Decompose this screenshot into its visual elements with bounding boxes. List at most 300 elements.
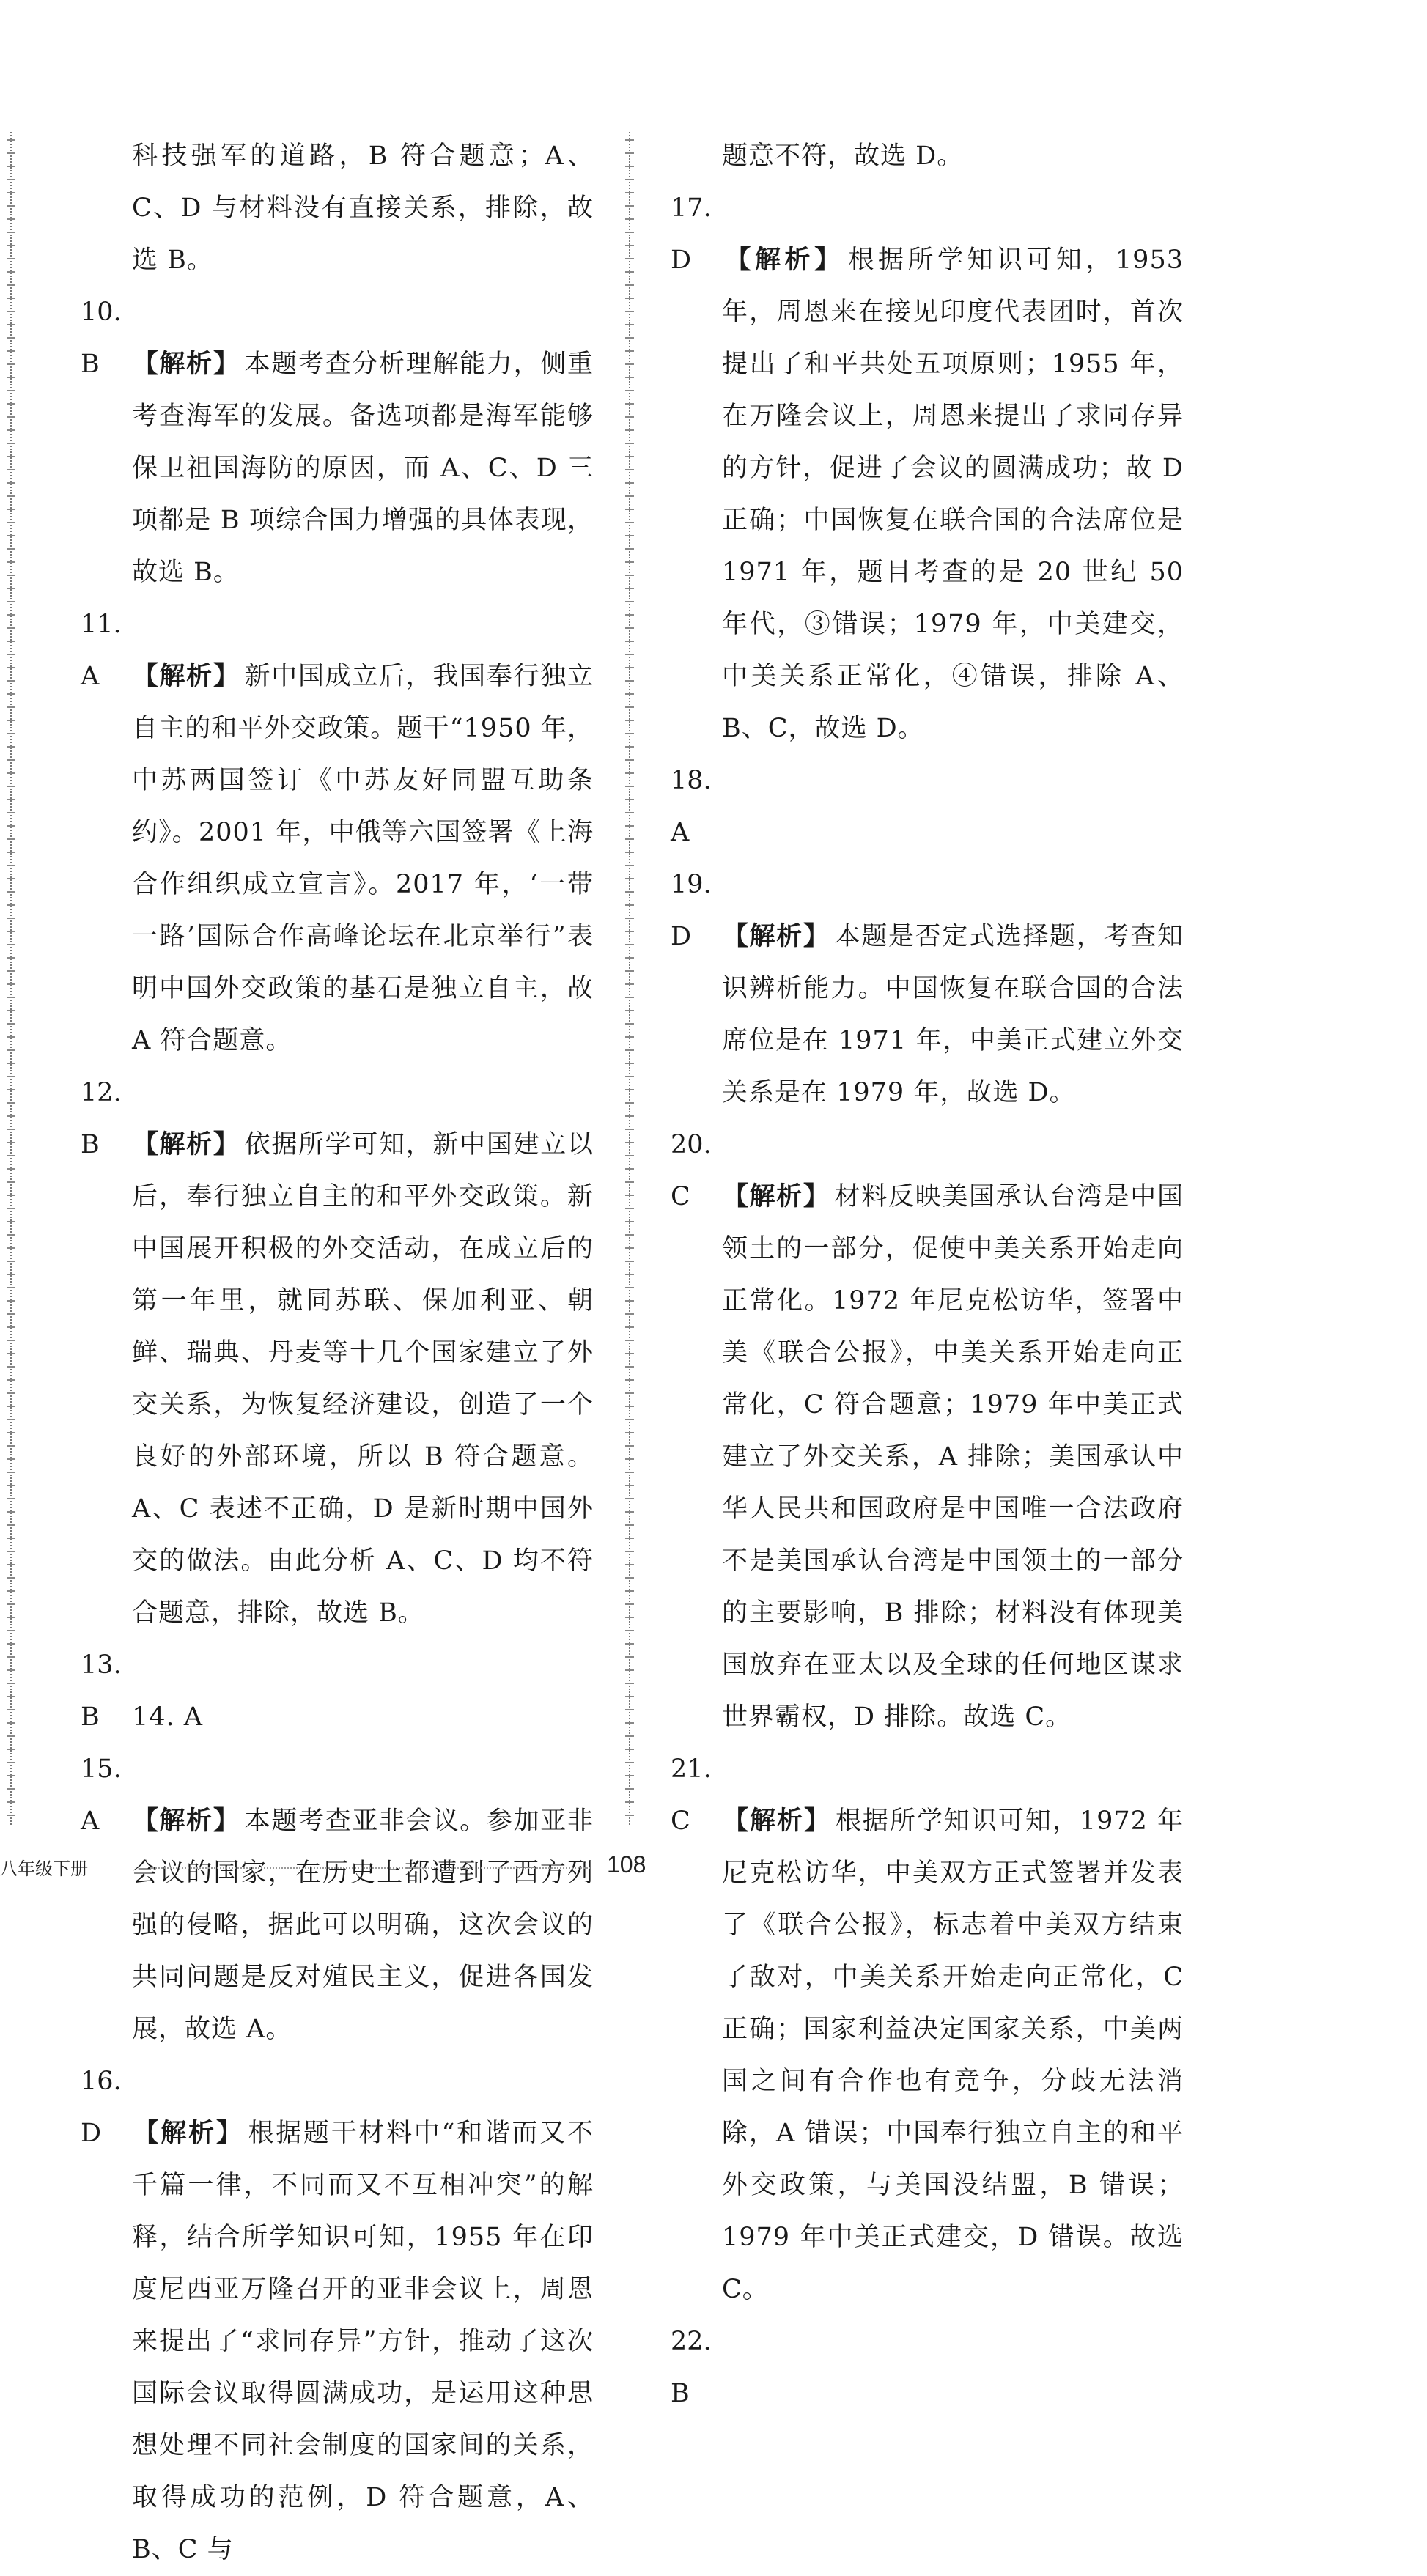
rule-tick bbox=[7, 1775, 15, 1776]
rule-tick bbox=[625, 1406, 634, 1407]
answer-text: 根据所学知识可知，1953 年，周恩来在接见印度代表团时，首次提出了和平共处五项原则；1955 年，在万隆会议上，周恩来提出了求同存异的方针，促进了会议的圆满成功；故 D 正确；中国恢复在联合国的合法席位是 1971 年，题目考查的是 20 世纪 50 年代，③错误；1979 年，中美建交，中美关系正常化，④错误，排除 A、B、C，故选 D。 bbox=[722, 246, 1184, 743]
rule-tick bbox=[7, 1564, 15, 1565]
rule-tick bbox=[7, 1142, 15, 1143]
rule-tick bbox=[625, 838, 634, 840]
rule-tick bbox=[7, 1129, 15, 1130]
rule-tick bbox=[625, 1669, 634, 1671]
book-label: 八年级下册 bbox=[0, 1859, 88, 1879]
rule-tick bbox=[7, 1445, 15, 1447]
rule-tick bbox=[625, 1801, 634, 1803]
analysis-tag: 【解析】 bbox=[722, 1806, 831, 1836]
analysis-tag: 【解析】 bbox=[132, 1130, 240, 1159]
rule-tick bbox=[625, 1603, 634, 1605]
answer-item bbox=[81, 1743, 594, 2056]
rule-tick bbox=[625, 522, 634, 523]
rule-tick bbox=[7, 733, 15, 734]
footer-dotted-rule bbox=[150, 1867, 590, 1869]
answer-number: 16. D bbox=[81, 2067, 122, 2148]
rule-tick bbox=[625, 1247, 634, 1249]
rule-tick bbox=[7, 1669, 15, 1671]
rule-tick bbox=[625, 1419, 634, 1420]
rule-tick bbox=[7, 495, 15, 497]
rule-tick bbox=[625, 218, 634, 220]
rule-tick bbox=[625, 904, 634, 906]
rule-tick bbox=[625, 179, 634, 180]
analysis-tag: 【解析】 bbox=[132, 350, 240, 379]
rule-tick bbox=[625, 825, 634, 827]
rule-tick bbox=[7, 799, 15, 800]
answer-number: 19. D bbox=[671, 870, 712, 951]
rule-tick bbox=[7, 983, 15, 985]
answer-item bbox=[81, 599, 594, 1067]
answer-text: 题意不符，故选 D。 bbox=[722, 141, 964, 171]
rule-tick bbox=[625, 363, 634, 365]
rule-tick bbox=[625, 1142, 634, 1143]
rule-tick bbox=[625, 1274, 634, 1275]
rule-tick bbox=[7, 1551, 15, 1552]
rule-tick bbox=[7, 1722, 15, 1724]
rule-tick bbox=[625, 337, 634, 339]
rule-tick bbox=[7, 324, 15, 325]
rule-tick bbox=[7, 443, 15, 444]
rule-tick bbox=[625, 324, 634, 325]
rule-tick bbox=[625, 944, 634, 945]
rule-tick bbox=[7, 1195, 15, 1196]
rule-tick bbox=[7, 891, 15, 893]
rule-tick bbox=[625, 298, 634, 299]
rule-tick bbox=[7, 152, 15, 154]
rule-tick bbox=[7, 1010, 15, 1011]
answer-number: 10. B bbox=[81, 298, 122, 379]
rule-tick bbox=[625, 1630, 634, 1631]
rule-tick bbox=[625, 1208, 634, 1209]
rule-tick bbox=[7, 706, 15, 708]
rule-tick bbox=[7, 970, 15, 972]
rule-tick bbox=[625, 680, 634, 682]
rule-tick bbox=[625, 205, 634, 207]
rule-tick bbox=[7, 865, 15, 866]
rule-tick bbox=[625, 1326, 634, 1328]
rule-tick bbox=[7, 271, 15, 273]
rule-tick bbox=[7, 852, 15, 853]
rule-tick bbox=[625, 1643, 634, 1645]
rule-tick bbox=[625, 1023, 634, 1025]
rule-tick bbox=[7, 1538, 15, 1539]
answer-number: 20. C bbox=[671, 1130, 712, 1211]
rule-tick bbox=[7, 390, 15, 391]
rule-tick bbox=[7, 1696, 15, 1697]
rule-tick bbox=[7, 1076, 15, 1077]
rule-tick bbox=[7, 1221, 15, 1222]
rule-tick bbox=[7, 772, 15, 774]
rule-tick bbox=[7, 654, 15, 655]
rule-tick bbox=[625, 812, 634, 813]
rule-tick bbox=[625, 865, 634, 866]
analysis-tag: 【解析】 bbox=[132, 662, 240, 691]
rule-tick bbox=[7, 1735, 15, 1737]
rule-tick bbox=[7, 1234, 15, 1236]
rule-tick bbox=[7, 957, 15, 959]
rule-tick bbox=[625, 1709, 634, 1710]
rule-tick bbox=[7, 482, 15, 484]
answer-number: 11. A bbox=[81, 610, 122, 691]
rule-tick bbox=[625, 258, 634, 259]
rule-tick bbox=[7, 1181, 15, 1183]
rule-tick bbox=[625, 377, 634, 378]
rule-tick bbox=[625, 1762, 634, 1763]
answer-item bbox=[81, 130, 594, 287]
rule-tick bbox=[7, 509, 15, 510]
rule-tick bbox=[7, 1247, 15, 1249]
rule-tick bbox=[7, 1709, 15, 1710]
rule-tick bbox=[625, 284, 634, 286]
rule-tick bbox=[7, 1406, 15, 1407]
rule-tick bbox=[625, 1564, 634, 1565]
center-rule bbox=[629, 132, 630, 1825]
rule-tick bbox=[625, 1656, 634, 1658]
rule-tick bbox=[7, 1102, 15, 1104]
rule-tick bbox=[7, 1419, 15, 1420]
answer-number: 12. B bbox=[81, 1078, 122, 1159]
rule-tick bbox=[7, 1300, 15, 1302]
answer-number: 15. A bbox=[81, 1754, 122, 1836]
rule-tick bbox=[7, 1340, 15, 1341]
answer-text: 材料反映美国承认台湾是中国领土的一部分，促使中美关系开始走向正常化。1972 年尼克松访华，签署中美《联合公报》，中美关系开始走向正常化，C 符合题意；1979 年中美正式建立了外交关系，A 排除；美国承认中华人民共和国政府是中国唯一合法政府不是美国承认台湾是中国领土的一部分的主要影响，B 排除；材料没有体现美国放弃在亚太以及全球的任何地区谋求世界霸权，D 排除。故选 C。 bbox=[722, 1182, 1184, 1732]
rule-tick bbox=[7, 1023, 15, 1025]
rule-tick bbox=[7, 588, 15, 589]
rule-tick bbox=[7, 1458, 15, 1460]
rule-tick bbox=[625, 1617, 634, 1618]
rule-tick bbox=[625, 1063, 634, 1064]
rule-tick bbox=[7, 931, 15, 932]
rule-tick bbox=[7, 311, 15, 312]
answer-item bbox=[671, 182, 1184, 755]
rule-tick bbox=[625, 495, 634, 497]
rule-tick bbox=[7, 535, 15, 536]
rule-tick bbox=[7, 1287, 15, 1288]
rule-tick bbox=[625, 350, 634, 352]
rule-tick bbox=[7, 1392, 15, 1394]
rule-tick bbox=[625, 1181, 634, 1183]
rule-tick bbox=[625, 1432, 634, 1433]
rule-tick bbox=[7, 746, 15, 748]
answer-item bbox=[671, 1119, 1184, 1743]
rule-tick bbox=[7, 1089, 15, 1090]
answer-item bbox=[671, 130, 1184, 182]
rule-tick bbox=[625, 641, 634, 642]
rule-tick bbox=[625, 152, 634, 154]
rule-tick bbox=[7, 166, 15, 167]
rule-tick bbox=[7, 1788, 15, 1790]
rule-tick bbox=[7, 825, 15, 827]
answer-item bbox=[81, 1639, 594, 1743]
rule-tick bbox=[625, 759, 634, 761]
rule-tick bbox=[625, 1129, 634, 1130]
analysis-tag: 【解析】 bbox=[722, 922, 830, 951]
rule-tick bbox=[625, 1735, 634, 1737]
rule-tick bbox=[7, 1603, 15, 1605]
rule-tick bbox=[7, 641, 15, 642]
rule-tick bbox=[7, 429, 15, 431]
rule-tick bbox=[7, 1485, 15, 1486]
rule-tick bbox=[7, 548, 15, 550]
rule-tick bbox=[7, 1353, 15, 1354]
rule-tick bbox=[625, 1815, 634, 1816]
answer-text: 根据所学知识可知，1972 年尼克松访华，中美双方正式签署并发表了《联合公报》，标志着中美双方结束了敌对，中美关系开始走向正常化，C 正确；国家利益决定国家关系，中美两国之间有合作也有竞争，分歧无法消除，A 错误；中国奉行独立自主的和平外交政策，与美国没结盟，B 错误；1979 年中美正式建交，D 错误。故选 C。 bbox=[722, 1806, 1184, 2304]
rule-tick bbox=[625, 1577, 634, 1579]
rule-tick bbox=[625, 1458, 634, 1460]
rule-tick bbox=[625, 1195, 634, 1196]
rule-tick bbox=[625, 772, 634, 774]
rule-tick bbox=[625, 482, 634, 484]
rule-tick bbox=[625, 443, 634, 444]
answer-item bbox=[671, 1743, 1184, 2316]
rule-tick bbox=[7, 363, 15, 365]
rule-tick bbox=[7, 878, 15, 879]
answer-item bbox=[671, 755, 1184, 859]
rule-tick bbox=[625, 561, 634, 563]
rule-tick bbox=[7, 601, 15, 602]
rule-tick bbox=[7, 205, 15, 207]
rule-tick bbox=[7, 680, 15, 682]
rule-tick bbox=[7, 1168, 15, 1170]
page-footer bbox=[0, 1847, 1427, 1891]
answer-item bbox=[81, 2056, 594, 2576]
left-column bbox=[81, 130, 594, 2576]
answer-text: 依据所学可知，新中国建立以后，奉行独立自主的和平外交政策。新中国展开积极的外交活动，在成立后的第一年里，就同苏联、保加利亚、朝鲜、瑞典、丹麦等十几个国家建立了外交关系，为恢复经济建设，创造了一个良好的外部环境，所以 B 符合题意。A、C 表述不正确，D 是新时期中国外交的做法。由此分析 A、C、D 均不符合题意，排除，故选 B。 bbox=[132, 1130, 594, 1628]
rule-tick bbox=[625, 1168, 634, 1170]
rule-tick bbox=[7, 1511, 15, 1513]
rule-tick bbox=[625, 1379, 634, 1381]
rule-tick bbox=[625, 1089, 634, 1090]
rule-tick bbox=[7, 838, 15, 840]
rule-tick bbox=[625, 535, 634, 536]
rule-tick bbox=[625, 390, 634, 391]
rule-tick bbox=[625, 957, 634, 959]
rule-tick bbox=[7, 1049, 15, 1051]
rule-tick bbox=[625, 891, 634, 893]
answer-text: 本题考查分析理解能力，侧重考查海军的发展。备选项都是海军能够保卫祖国海防的原因，而 A、C、D 三项都是 B 项综合国力增强的具体表现，故选 B。 bbox=[132, 350, 594, 587]
rule-tick bbox=[625, 588, 634, 589]
rule-tick bbox=[625, 1261, 634, 1262]
rule-tick bbox=[7, 1432, 15, 1433]
rule-tick bbox=[625, 746, 634, 748]
rule-tick bbox=[625, 693, 634, 695]
rule-tick bbox=[625, 1221, 634, 1222]
rule-tick bbox=[7, 1313, 15, 1315]
rule-tick bbox=[7, 469, 15, 470]
rule-tick bbox=[625, 1313, 634, 1315]
rule-tick bbox=[7, 812, 15, 813]
rule-tick bbox=[7, 1366, 15, 1368]
rule-tick bbox=[7, 1036, 15, 1038]
answer-text: 14. A bbox=[132, 1702, 204, 1732]
rule-tick bbox=[625, 1340, 634, 1341]
rule-tick bbox=[625, 733, 634, 734]
rule-tick bbox=[7, 1577, 15, 1579]
rule-tick bbox=[625, 271, 634, 273]
rule-tick bbox=[625, 614, 634, 616]
rule-tick bbox=[7, 1379, 15, 1381]
rule-tick bbox=[7, 693, 15, 695]
rule-tick bbox=[625, 720, 634, 721]
rule-tick bbox=[7, 997, 15, 998]
rule-tick bbox=[7, 456, 15, 457]
answer-text: 新中国成立后，我国奉行独立自主的和平外交政策。题干“1950 年，中苏两国签订《中苏友好同盟互助条约》。2001 年，中俄等六国签署《上海合作组织成立宣言》。2017 年，‘一带一路’国际合作高峰论坛在北京举行”表明中国外交政策的基石是独立自主，故 A 符合题意。 bbox=[132, 662, 594, 1055]
answer-item bbox=[81, 287, 594, 599]
rule-tick bbox=[625, 1392, 634, 1394]
rule-tick bbox=[625, 654, 634, 655]
rule-tick bbox=[7, 350, 15, 352]
rule-tick bbox=[7, 561, 15, 563]
rule-tick bbox=[625, 1498, 634, 1499]
analysis-tag: 【解析】 bbox=[722, 246, 844, 275]
rule-tick bbox=[7, 337, 15, 339]
rule-tick bbox=[625, 1234, 634, 1236]
rule-tick bbox=[625, 852, 634, 853]
rule-tick bbox=[7, 1762, 15, 1763]
rule-tick bbox=[625, 931, 634, 932]
rule-tick bbox=[7, 1063, 15, 1064]
left-margin-rule bbox=[10, 132, 12, 1825]
rule-tick bbox=[7, 1683, 15, 1684]
rule-tick bbox=[7, 1656, 15, 1658]
rule-tick bbox=[625, 1300, 634, 1302]
rule-tick bbox=[625, 548, 634, 550]
rule-tick bbox=[625, 1102, 634, 1104]
rule-tick bbox=[625, 1722, 634, 1724]
answer-text: 科技强军的道路，B 符合题意；A、C、D 与材料没有直接关系，排除，故选 B。 bbox=[132, 141, 594, 275]
rule-tick bbox=[625, 1049, 634, 1051]
analysis-tag: 【解析】 bbox=[132, 1806, 240, 1836]
rule-tick bbox=[7, 179, 15, 180]
rule-tick bbox=[625, 1353, 634, 1354]
rule-tick bbox=[625, 509, 634, 510]
rule-tick bbox=[625, 1485, 634, 1486]
rule-tick bbox=[7, 416, 15, 418]
rule-tick bbox=[7, 1815, 15, 1816]
rule-tick bbox=[7, 403, 15, 405]
rule-tick bbox=[7, 1524, 15, 1526]
rule-tick bbox=[625, 192, 634, 193]
answer-number: 17. D bbox=[671, 193, 712, 275]
rule-tick bbox=[625, 601, 634, 602]
answer-number: 13. B bbox=[81, 1650, 122, 1732]
rule-tick bbox=[625, 799, 634, 800]
rule-tick bbox=[625, 918, 634, 919]
rule-tick bbox=[7, 1472, 15, 1473]
rule-tick bbox=[625, 878, 634, 879]
rule-tick bbox=[625, 429, 634, 431]
rule-tick bbox=[7, 139, 15, 141]
rule-tick bbox=[625, 706, 634, 708]
answer-item bbox=[81, 1067, 594, 1639]
rule-tick bbox=[7, 522, 15, 523]
rule-tick bbox=[625, 1696, 634, 1697]
rule-tick bbox=[625, 1445, 634, 1447]
answer-number: 22. B bbox=[671, 2327, 712, 2408]
rule-tick bbox=[625, 1472, 634, 1473]
rule-tick bbox=[625, 627, 634, 629]
rule-tick bbox=[7, 759, 15, 761]
rule-tick bbox=[7, 258, 15, 259]
rule-tick bbox=[7, 944, 15, 945]
rule-tick bbox=[625, 1115, 634, 1117]
rule-tick bbox=[625, 1775, 634, 1776]
answer-number: 21. C bbox=[671, 1754, 712, 1836]
rule-tick bbox=[625, 311, 634, 312]
rule-tick bbox=[625, 1538, 634, 1539]
rule-tick bbox=[625, 1155, 634, 1156]
rule-tick bbox=[625, 786, 634, 787]
rule-tick bbox=[625, 166, 634, 167]
rule-tick bbox=[625, 1076, 634, 1077]
rule-tick bbox=[7, 1617, 15, 1618]
answer-number: 18. A bbox=[671, 766, 712, 847]
rule-tick bbox=[7, 720, 15, 721]
rule-tick bbox=[7, 1749, 15, 1750]
rule-tick bbox=[625, 1749, 634, 1750]
rule-tick bbox=[625, 1551, 634, 1552]
rule-tick bbox=[625, 139, 634, 141]
rule-tick bbox=[625, 1010, 634, 1011]
analysis-tag: 【解析】 bbox=[722, 1182, 830, 1211]
page-number: 108 bbox=[607, 1851, 646, 1878]
rule-tick bbox=[7, 1208, 15, 1209]
rule-tick bbox=[7, 904, 15, 906]
rule-tick bbox=[625, 1287, 634, 1288]
rule-tick bbox=[625, 403, 634, 405]
answer-text: 根据题干材料中“和谐而又不千篇一律，不同而又不互相冲突”的解释，结合所学知识可知，1955 年在印度尼西亚万隆召开的亚非会议上，周恩来提出了“求同存异”方针，推动了这次国际会议取得圆满成功，是运用这种思想处理不同社会制度的国家间的关系，取得成功的范例，D 符合题意，A、B、C 与 bbox=[132, 2119, 594, 2564]
rule-tick bbox=[625, 1524, 634, 1526]
rule-tick bbox=[625, 1788, 634, 1790]
answer-text: 本题考查亚非会议。参加亚非会议的国家，在历史上都遭到了西方列强的侵略，据此可以明确，这次会议的共同问题是反对殖民主义，促进各国发展，故选 A。 bbox=[132, 1806, 594, 2044]
rule-tick bbox=[7, 614, 15, 616]
rule-tick bbox=[625, 469, 634, 470]
rule-tick bbox=[7, 1801, 15, 1803]
rule-tick bbox=[625, 1590, 634, 1592]
rule-tick bbox=[7, 218, 15, 220]
rule-tick bbox=[625, 1366, 634, 1368]
rule-tick bbox=[7, 1643, 15, 1645]
rule-tick bbox=[7, 1115, 15, 1117]
rule-tick bbox=[625, 245, 634, 246]
rule-tick bbox=[625, 456, 634, 457]
answer-item bbox=[671, 859, 1184, 1119]
rule-tick bbox=[7, 192, 15, 193]
rule-tick bbox=[625, 232, 634, 233]
answer-item bbox=[671, 2316, 1184, 2420]
rule-tick bbox=[7, 1274, 15, 1275]
analysis-tag: 【解析】 bbox=[132, 2119, 244, 2148]
rule-tick bbox=[7, 232, 15, 233]
rule-tick bbox=[7, 786, 15, 787]
rule-tick bbox=[7, 298, 15, 299]
rule-tick bbox=[7, 1155, 15, 1156]
rule-tick bbox=[625, 1036, 634, 1038]
rule-tick bbox=[7, 1630, 15, 1631]
rule-tick bbox=[7, 1261, 15, 1262]
rule-tick bbox=[7, 245, 15, 246]
answer-text: 本题是否定式选择题，考查知识辨析能力。中国恢复在联合国的合法席位是在 1971 年，中美正式建立外交关系是在 1979 年，故选 D。 bbox=[722, 922, 1184, 1107]
rule-tick bbox=[7, 284, 15, 286]
rule-tick bbox=[7, 667, 15, 668]
rule-tick bbox=[625, 1683, 634, 1684]
rule-tick bbox=[625, 983, 634, 985]
rule-tick bbox=[7, 1590, 15, 1592]
rule-tick bbox=[7, 627, 15, 629]
rule-tick bbox=[625, 997, 634, 998]
